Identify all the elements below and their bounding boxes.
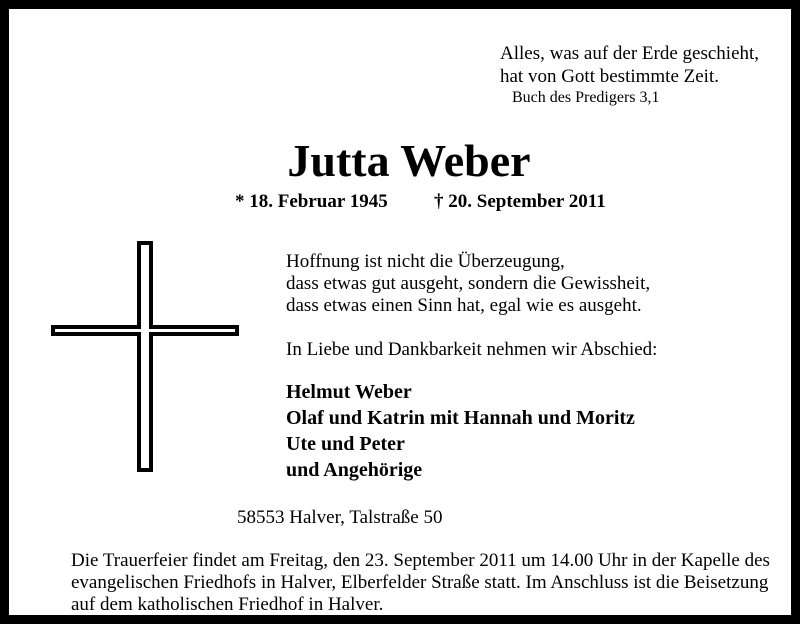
mourner-item: Ute und Peter bbox=[286, 433, 405, 455]
motto-line-2: hat von Gott bestimmte Zeit. bbox=[500, 66, 719, 87]
bible-motto bbox=[500, 42, 759, 108]
birth-date: * 18. Februar 1945 bbox=[235, 191, 388, 212]
mourner-item: Helmut Weber bbox=[286, 381, 412, 403]
motto-source: Buch des Predigers 3,1 bbox=[512, 89, 660, 106]
quote-line-1: Hoffnung ist nicht die Überzeugung, bbox=[286, 251, 565, 272]
service-line-1: Die Trauerfeier findet am Freitag, den 23. September 2011 um 14.00 Uhr in der Kapelle des bbox=[71, 550, 770, 571]
latin-cross-icon bbox=[50, 241, 241, 473]
funeral-service-notice bbox=[71, 550, 771, 616]
mourners-list bbox=[286, 379, 635, 483]
service-line-3: auf dem katholischen Friedhof in Halver. bbox=[71, 594, 384, 615]
mourner-item: und Angehörige bbox=[286, 459, 423, 481]
quote-line-3: dass etwas einen Sinn hat, egal wie es ausgeht. bbox=[286, 295, 642, 316]
death-date: † 20. September 2011 bbox=[434, 191, 606, 212]
motto-line-1: Alles, was auf der Erde geschieht, bbox=[500, 43, 760, 64]
quote-line-2: dass etwas gut ausgeht, sondern die Gewissheit, bbox=[286, 273, 651, 294]
family-address: 58553 Halver, Talstraße 50 bbox=[237, 507, 443, 528]
hope-quote bbox=[286, 251, 650, 317]
deceased-name: Jutta Weber bbox=[287, 135, 531, 186]
farewell-text: In Liebe und Dankbarkeit nehmen wir Abschied: bbox=[286, 339, 658, 360]
mourner-item: Olaf und Katrin mit Hannah und Moritz bbox=[286, 407, 635, 429]
service-line-2: evangelischen Friedhofs in Halver, Elberfelder Straße statt. Im Anschluss ist die Beisetzung bbox=[71, 572, 769, 593]
